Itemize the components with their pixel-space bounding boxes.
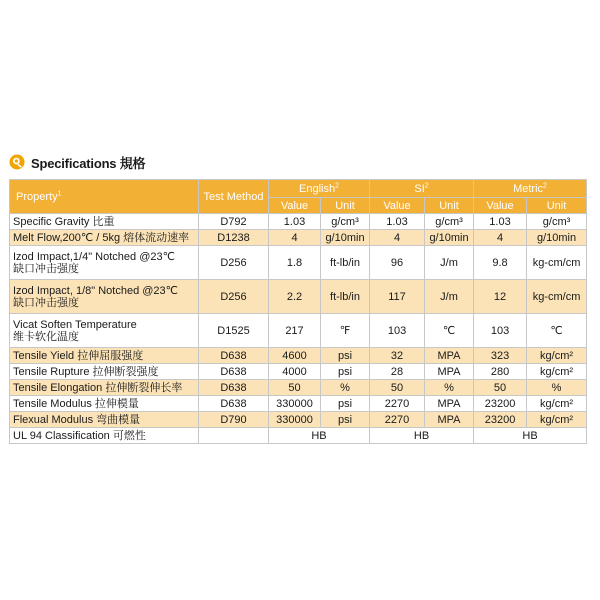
property-label: Tensile Modulus 拉伸模量 [13,397,139,410]
property-label: Tensile Elongation 拉伸断裂伸长率 [13,381,183,394]
table-row [10,246,587,280]
metric-unit-cell: kg/cm² [527,396,587,412]
method-cell: D1238 [199,230,269,246]
si-value-cell: 2270 [370,412,425,428]
property-cell [10,396,199,412]
english-unit-cell: ft-lb/in [321,246,370,280]
header-si-unit: Unit [425,198,474,214]
si-value-cell: 50 [370,380,425,396]
metric-value-cell: 103 [474,314,527,348]
metric-value-cell: 9.8 [474,246,527,280]
si-unit-cell: MPA [425,364,474,380]
property-cell [10,246,199,280]
english-value-cell: 1.8 [269,246,321,280]
metric-unit-cell: ℃ [527,314,587,348]
si-classification-cell: HB [370,428,474,444]
method-cell: D790 [199,412,269,428]
page-title: Specifications 規格 [31,155,146,171]
header-metric-value: Value [474,198,527,214]
property-cell: UL 94 Classification 可燃性 [10,428,199,444]
table-row [10,396,587,412]
si-unit-cell: g/10min [425,230,474,246]
table-row [10,348,587,364]
metric-unit-cell: g/10min [527,230,587,246]
method-cell: D638 [199,380,269,396]
method-cell [199,428,269,444]
si-value-cell: 2270 [370,396,425,412]
property-cell [10,412,199,428]
si-value-cell: 1.03 [370,214,425,230]
property-label: Izod Impact,1/4" Notched @23℃ [13,250,175,263]
table-row-ul94 [10,428,587,444]
method-cell: D1525 [199,314,269,348]
property-cell [10,314,199,348]
header-property: Property$^1$ [10,180,199,214]
method-cell: D256 [199,246,269,280]
method-cell: D638 [199,364,269,380]
property-cell [10,380,199,396]
metric-unit-cell: kg-cm/cm [527,280,587,314]
si-unit-cell: MPA [425,412,474,428]
table-row [10,380,587,396]
english-unit-cell: g/10min [321,230,370,246]
english-unit-cell: psi [321,348,370,364]
si-value-cell: 96 [370,246,425,280]
header-english: English$^2$ [269,180,370,198]
english-value-cell: 4600 [269,348,321,364]
metric-value-cell: 12 [474,280,527,314]
property-label: Tensile Yield 拉伸屈服强度 [13,349,144,362]
property-cell [10,230,199,246]
header-si: $SI^2$ [370,180,474,198]
si-unit-cell: % [425,380,474,396]
header-english-unit: Unit [321,198,370,214]
method-cell: D792 [199,214,269,230]
english-value-cell: 4000 [269,364,321,380]
property-label: Tensile Rupture 拉伸断裂强度 [13,365,159,378]
si-value-cell: 32 [370,348,425,364]
property-label-cn: 维卡软化温度 [13,330,79,343]
table-row [10,314,587,348]
property-label: Melt Flow,200℃ / 5kg 熔体流动速率 [13,231,190,244]
table-row [10,412,587,428]
english-value-cell: 50 [269,380,321,396]
si-unit-cell: ℃ [425,314,474,348]
english-unit-cell: % [321,380,370,396]
english-unit-cell: ℉ [321,314,370,348]
english-unit-cell: psi [321,364,370,380]
property-label: Vicat Soften Temperature [13,318,137,331]
si-value-cell: 4 [370,230,425,246]
header-english-value: Value [269,198,321,214]
english-classification-cell: HB [269,428,370,444]
metric-value-cell: 280 [474,364,527,380]
property-label: Flexual Modulus 弯曲模量 [13,413,141,426]
si-unit-cell: J/m [425,280,474,314]
header-metric-unit: Unit [527,198,587,214]
english-value-cell: 2.2 [269,280,321,314]
english-unit-cell: psi [321,396,370,412]
si-value-cell: 28 [370,364,425,380]
metric-value-cell: 50 [474,380,527,396]
metric-classification-cell: HB [474,428,587,444]
specifications-table [9,179,587,444]
si-unit-cell: J/m [425,246,474,280]
property-cell [10,348,199,364]
english-value-cell: 330000 [269,396,321,412]
metric-unit-cell: kg/cm² [527,412,587,428]
property-label-cn: 缺口冲击强度 [13,296,79,309]
header-test-method: Test Method [199,180,269,214]
method-cell: D638 [199,348,269,364]
method-cell: D638 [199,396,269,412]
metric-unit-cell: % [527,380,587,396]
header-si-value: Value [370,198,425,214]
metric-unit-cell: kg-cm/cm [527,246,587,280]
si-unit-cell: MPA [425,396,474,412]
english-unit-cell: psi [321,412,370,428]
metric-value-cell: 1.03 [474,214,527,230]
header-metric: Metric$^2$ [474,180,587,198]
metric-value-cell: 4 [474,230,527,246]
table-row [10,230,587,246]
si-value-cell: 103 [370,314,425,348]
english-unit-cell: g/cm³ [321,214,370,230]
english-unit-cell: ft-lb/in [321,280,370,314]
english-value-cell: 4 [269,230,321,246]
property-label: Specific Gravity 比重 [13,215,115,228]
metric-unit-cell: kg/cm² [527,364,587,380]
table-row [10,214,587,230]
english-value-cell: 1.03 [269,214,321,230]
property-cell [10,364,199,380]
metric-unit-cell: g/cm³ [527,214,587,230]
si-value-cell: 117 [370,280,425,314]
property-cell [10,280,199,314]
metric-unit-cell: kg/cm² [527,348,587,364]
property-label: Izod Impact, 1/8" Notched @23℃ [13,284,179,297]
metric-value-cell: 323 [474,348,527,364]
metric-value-cell: 23200 [474,412,527,428]
si-unit-cell: MPA [425,348,474,364]
metric-value-cell: 23200 [474,396,527,412]
property-cell [10,214,199,230]
table-row [10,280,587,314]
method-cell: D256 [199,280,269,314]
si-unit-cell: g/cm³ [425,214,474,230]
property-label-cn: 缺口冲击强度 [13,262,79,275]
section-heading [9,152,145,172]
english-value-cell: 330000 [269,412,321,428]
english-value-cell: 217 [269,314,321,348]
table-row [10,364,587,380]
bulb-gear-icon [9,154,25,170]
